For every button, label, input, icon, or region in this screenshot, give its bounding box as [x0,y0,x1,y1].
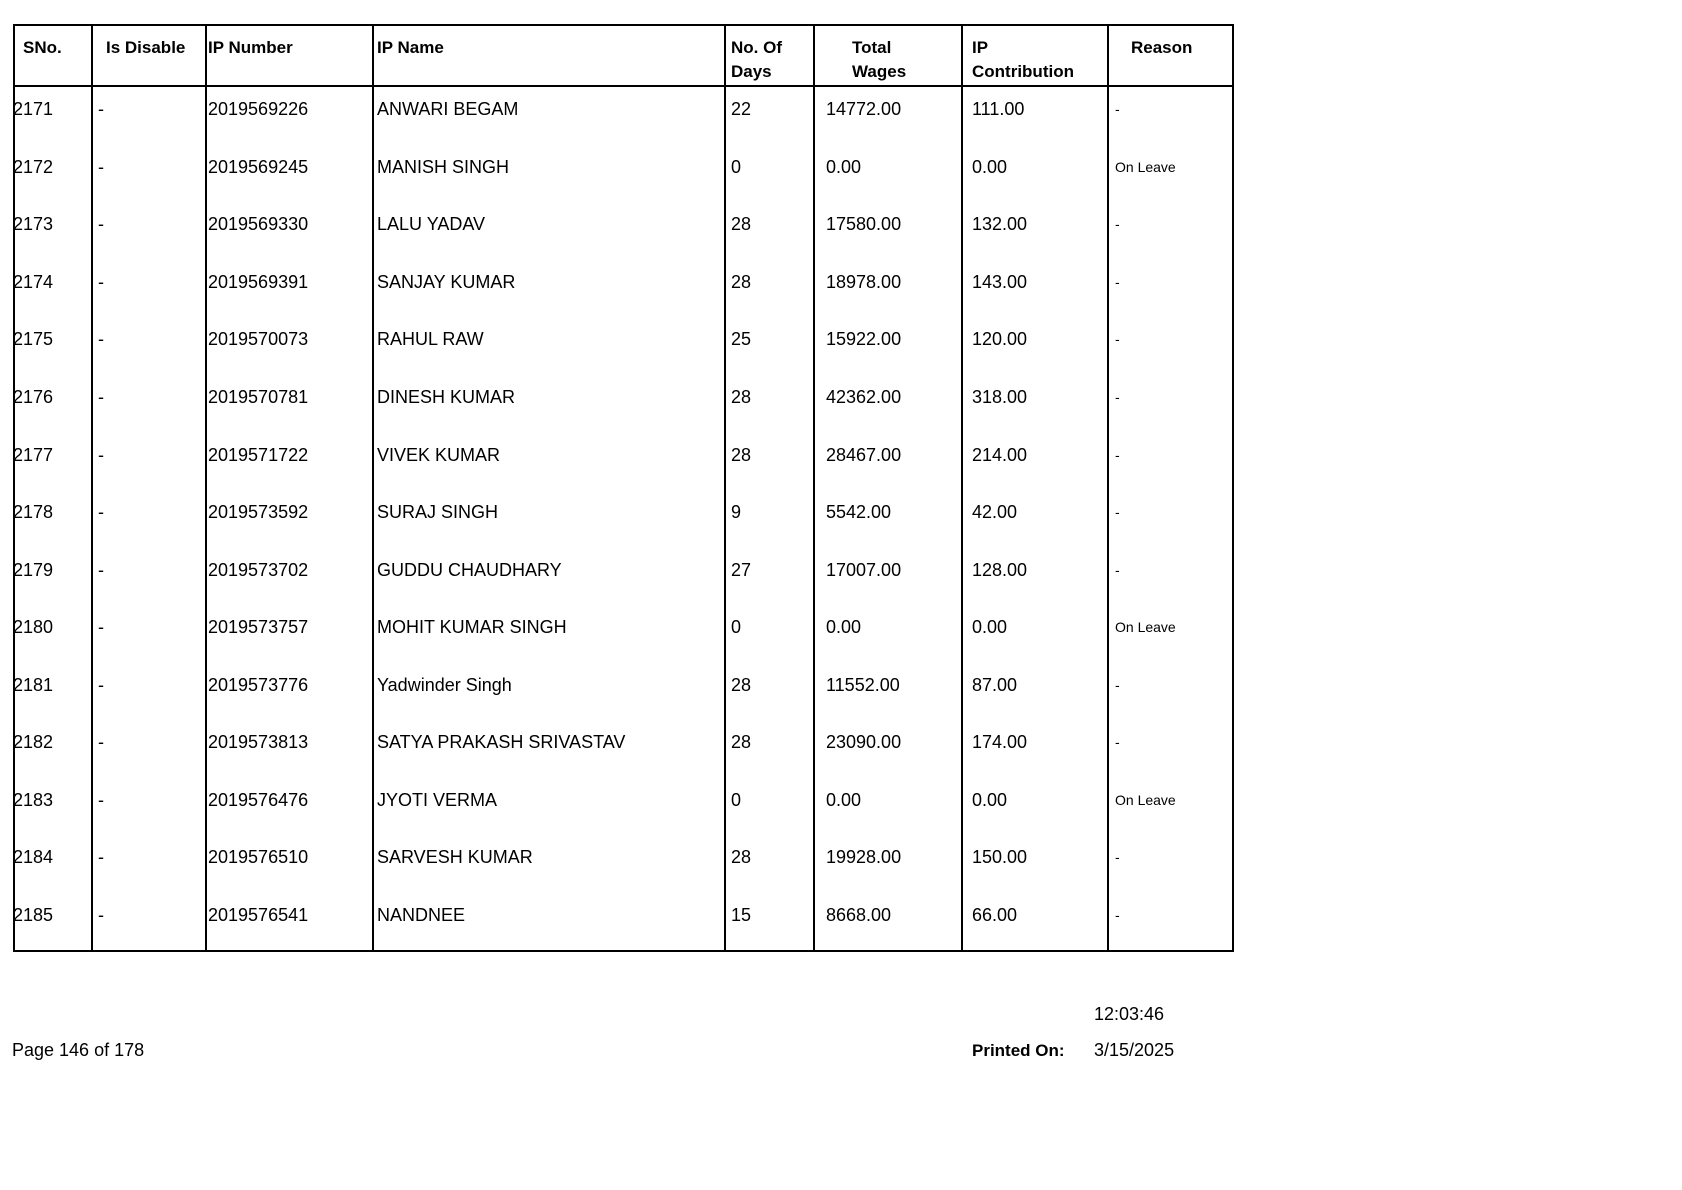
contribution-table [13,24,1234,952]
cell-reason: - [1115,907,1120,923]
column-divider [1107,26,1109,950]
cell-sno: 2182 [13,732,54,752]
cell-ip-number: 2019573592 [208,502,309,522]
cell-contribution: 0.00 [972,157,1008,177]
cell-wages: 8668.00 [826,905,892,925]
cell-reason: On Leave [1115,619,1176,635]
cell-reason: On Leave [1115,159,1176,175]
cell-reason: - [1115,562,1120,578]
cell-reason: - [1115,677,1120,693]
cell-reason: - [1115,274,1120,290]
header-ip-name: IP Name [377,38,444,57]
cell-ip-name: DINESH KUMAR [377,387,516,407]
cell-wages: 0.00 [826,157,862,177]
column-divider [724,26,726,950]
header-sno: SNo. [23,38,62,57]
page-number: Page 146 of 178 [12,1040,145,1060]
column-divider [813,26,815,950]
column-divider [961,26,963,950]
cell-ip-name: GUDDU CHAUDHARY [377,560,562,580]
cell-days: 28 [731,847,752,867]
cell-contribution: 143.00 [972,272,1028,292]
cell-contribution: 214.00 [972,445,1028,465]
cell-days: 28 [731,387,752,407]
cell-wages: 15922.00 [826,329,902,349]
cell-ip-name: ANWARI BEGAM [377,99,519,119]
cell-sno: 2172 [13,157,54,177]
cell-sno: 2171 [13,99,54,119]
cell-wages: 0.00 [826,790,862,810]
cell-is-disable: - [98,905,104,925]
cell-reason: - [1115,447,1120,463]
cell-sno: 2179 [13,560,54,580]
cell-ip-number: 2019570781 [208,387,309,407]
cell-ip-number: 2019571722 [208,445,309,465]
cell-days: 25 [731,329,752,349]
cell-days: 28 [731,272,752,292]
header-ip-number: IP Number [208,38,293,57]
cell-contribution: 150.00 [972,847,1028,867]
cell-wages: 42362.00 [826,387,902,407]
cell-is-disable: - [98,214,104,234]
cell-sno: 2175 [13,329,54,349]
cell-contribution: 318.00 [972,387,1028,407]
cell-ip-name: MOHIT KUMAR SINGH [377,617,567,637]
cell-wages: 0.00 [826,617,862,637]
column-divider [205,26,207,950]
cell-days: 28 [731,675,752,695]
cell-ip-name: SATYA PRAKASH SRIVASTAV [377,732,626,752]
cell-reason: - [1115,331,1120,347]
cell-reason: - [1115,504,1120,520]
cell-contribution: 0.00 [972,617,1008,637]
cell-sno: 2183 [13,790,54,810]
cell-contribution: 132.00 [972,214,1028,234]
cell-ip-number: 2019569245 [208,157,309,177]
cell-ip-number: 2019569391 [208,272,309,292]
cell-wages: 18978.00 [826,272,902,292]
cell-ip-number: 2019569330 [208,214,309,234]
header-divider [15,85,1232,87]
cell-is-disable: - [98,617,104,637]
cell-ip-name: MANISH SINGH [377,157,510,177]
cell-sno: 2180 [13,617,54,637]
cell-sno: 2173 [13,214,54,234]
cell-is-disable: - [98,99,104,119]
cell-days: 9 [731,502,742,522]
cell-is-disable: - [98,560,104,580]
cell-is-disable: - [98,272,104,292]
cell-wages: 5542.00 [826,502,892,522]
cell-wages: 23090.00 [826,732,902,752]
cell-ip-number: 2019576510 [208,847,309,867]
cell-reason: - [1115,101,1120,117]
cell-ip-number: 2019573702 [208,560,309,580]
cell-wages: 17007.00 [826,560,902,580]
cell-ip-number: 2019573776 [208,675,309,695]
cell-days: 28 [731,732,752,752]
cell-ip-name: SANJAY KUMAR [377,272,516,292]
cell-ip-name: LALU YADAV [377,214,486,234]
cell-contribution: 0.00 [972,790,1008,810]
cell-reason: - [1115,849,1120,865]
cell-ip-name: JYOTI VERMA [377,790,498,810]
cell-days: 0 [731,790,742,810]
cell-ip-name: NANDNEE [377,905,466,925]
cell-reason: - [1115,389,1120,405]
printed-on-label: Printed On: [972,1041,1065,1060]
header-total-wages: Total Wages [852,38,907,81]
cell-is-disable: - [98,790,104,810]
cell-ip-name: VIVEK KUMAR [377,445,501,465]
cell-sno: 2181 [13,675,54,695]
cell-days: 0 [731,617,742,637]
header-is-disable: Is Disable [106,38,186,57]
cell-sno: 2184 [13,847,54,867]
cell-ip-number: 2019573757 [208,617,309,637]
cell-is-disable: - [98,445,104,465]
cell-ip-number: 2019573813 [208,732,309,752]
cell-sno: 2178 [13,502,54,522]
cell-ip-name: RAHUL RAW [377,329,484,349]
cell-days: 28 [731,445,752,465]
cell-ip-number: 2019576541 [208,905,309,925]
cell-reason: On Leave [1115,792,1176,808]
cell-contribution: 42.00 [972,502,1018,522]
cell-is-disable: - [98,675,104,695]
cell-contribution: 174.00 [972,732,1028,752]
cell-reason: - [1115,216,1120,232]
column-divider [372,26,374,950]
cell-is-disable: - [98,502,104,522]
cell-is-disable: - [98,387,104,407]
cell-reason: - [1115,734,1120,750]
cell-contribution: 120.00 [972,329,1028,349]
header-no-of-days: No. Of Days [731,38,782,81]
header-ip-contribution: IP Contribution [972,38,1074,81]
cell-days: 27 [731,560,752,580]
cell-wages: 17580.00 [826,214,902,234]
cell-ip-name: SURAJ SINGH [377,502,499,522]
cell-is-disable: - [98,157,104,177]
cell-wages: 14772.00 [826,99,902,119]
cell-contribution: 111.00 [972,99,1025,119]
cell-days: 22 [731,99,752,119]
printed-time: 12:03:46 [1094,1004,1165,1024]
cell-contribution: 66.00 [972,905,1018,925]
cell-sno: 2177 [13,445,54,465]
cell-wages: 19928.00 [826,847,902,867]
printed-date: 3/15/2025 [1094,1040,1175,1060]
cell-sno: 2174 [13,272,54,292]
cell-contribution: 128.00 [972,560,1028,580]
cell-is-disable: - [98,847,104,867]
cell-is-disable: - [98,732,104,752]
cell-ip-name: SARVESH KUMAR [377,847,533,867]
cell-is-disable: - [98,329,104,349]
column-divider [91,26,93,950]
cell-sno: 2185 [13,905,54,925]
cell-ip-name: Yadwinder Singh [377,675,512,695]
cell-days: 28 [731,214,752,234]
cell-ip-number: 2019576476 [208,790,309,810]
cell-days: 0 [731,157,742,177]
cell-sno: 2176 [13,387,54,407]
cell-days: 15 [731,905,752,925]
cell-wages: 11552.00 [826,675,900,695]
header-reason: Reason [1131,38,1193,57]
cell-contribution: 87.00 [972,675,1018,695]
cell-ip-number: 2019569226 [208,99,309,119]
cell-ip-number: 2019570073 [208,329,309,349]
cell-wages: 28467.00 [826,445,902,465]
